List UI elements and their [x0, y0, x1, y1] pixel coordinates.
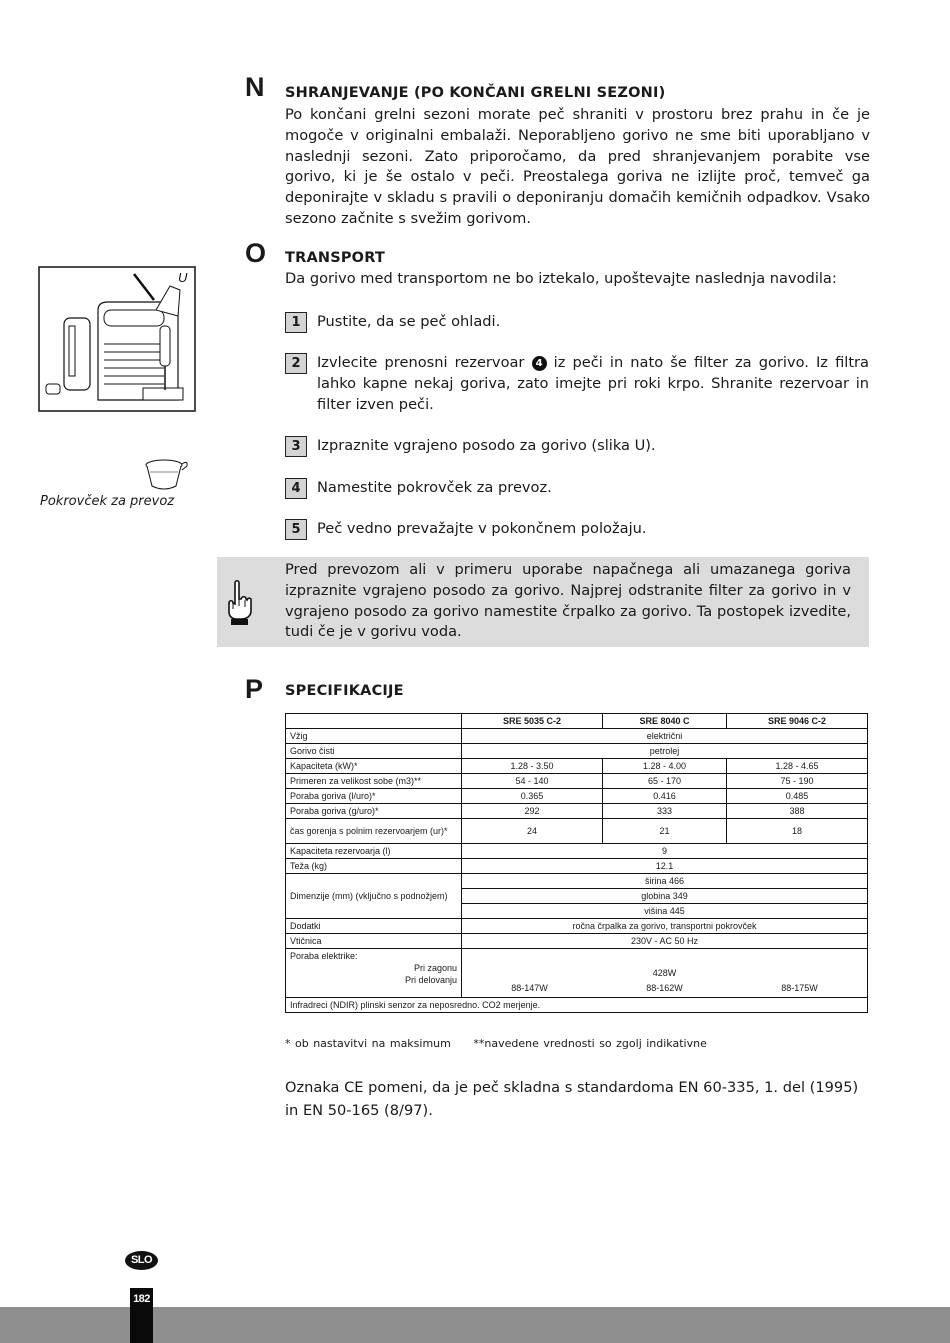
step-text-2	[317, 353, 869, 415]
electricity-values-cell	[462, 949, 868, 998]
operation-values	[462, 981, 867, 995]
table-cell: električni	[462, 729, 868, 744]
pointing-hand-icon	[223, 579, 255, 627]
electricity-label: Poraba elektrike:	[290, 951, 358, 961]
step-number-2: 2	[285, 353, 307, 374]
model-header: SRE 8040 C	[602, 714, 726, 729]
row-label: Kapaciteta (kW)*	[286, 759, 462, 774]
table-row	[286, 789, 868, 804]
ce-statement: Oznaka CE pomeni, da je peč skladna s standardoma EN 60-335, 1. del (1995) in EN 50-165 (8/97).	[285, 1079, 859, 1119]
row-label: Primeren za velikost sobe (m3)**	[286, 774, 462, 789]
step-text-4: Namestite pokrovček za prevoz.	[317, 479, 552, 496]
table-row	[286, 844, 868, 859]
table-cell: 292	[462, 804, 603, 819]
section-heading-storage: SHRANJEVANJE (PO KONČANI GRELNI SEZONI)	[285, 85, 666, 101]
warning-note-text: Pred prevozom ali v primeru uporabe napačnega ali umazanega goriva izpraznite vgrajeno posodo za gorivo. Najprej odstranite filter za gorivo in v vgrajeno posodo za gorivo namestite črpalko za gorivo. Ta postopek izvedite, tudi če je v gorivu voda.	[285, 561, 851, 641]
row-label: Dodatki	[286, 919, 462, 934]
table-row	[286, 759, 868, 774]
row-label: Poraba goriva (g/uro)*	[286, 804, 462, 819]
table-cell: 9	[462, 844, 868, 859]
table-cell: 388	[727, 804, 868, 819]
row-label: Poraba goriva (l/uro)*	[286, 789, 462, 804]
table-cell: ročna črpalka za gorivo, transportni pokrovček	[462, 919, 868, 934]
operation-value: 88-162W	[646, 983, 683, 993]
step-text-2-before: Izvlecite prenosni rezervoar	[317, 354, 525, 371]
step-text-3: Izpraznite vgrajeno posodo za gorivo (slika U).	[317, 437, 656, 454]
row-label: Kapaciteta rezervoarja (l)	[286, 844, 462, 859]
table-cell: 0.485	[727, 789, 868, 804]
footnote-max: * ob nastavitvi na maksimum	[285, 1037, 451, 1050]
row-label: čas gorenja s polnim rezervoarjem (ur)*	[286, 819, 462, 844]
operation-value: 88-175W	[781, 983, 818, 993]
table-cell: 333	[602, 804, 726, 819]
table-cell: višina 445	[462, 904, 868, 919]
table-cell: 75 - 190	[727, 774, 868, 789]
table-cell: 1.28 - 4.65	[727, 759, 868, 774]
section-letter-o: O	[245, 238, 267, 268]
tank-number-badge: 4	[532, 356, 547, 371]
table-row	[286, 714, 868, 729]
table-cell: 65 - 170	[602, 774, 726, 789]
table-row	[286, 859, 868, 874]
transport-intro: Da gorivo med transportom ne bo iztekalo, upoštevajte naslednja navodila:	[285, 270, 837, 287]
section-letter-p: P	[245, 674, 264, 704]
table-cell: 12.1	[462, 859, 868, 874]
table-row	[286, 919, 868, 934]
table-row	[286, 729, 868, 744]
table-row	[286, 744, 868, 759]
operation-value: 88-147W	[511, 983, 548, 993]
table-cell: 54 - 140	[462, 774, 603, 789]
row-label: Dimenzije (mm) (vključno s podnožjem)	[286, 874, 462, 919]
specifications-table	[285, 713, 868, 1013]
step-text-1: Pustite, da se peč ohladi.	[317, 313, 501, 330]
table-row	[286, 874, 868, 889]
table-row	[286, 998, 868, 1013]
footnote-indicative: **navedene vrednosti so zgolj indikativne	[473, 1037, 707, 1050]
step-number-5: 5	[285, 519, 307, 540]
table-cell: 18	[727, 819, 868, 844]
row-label-electricity	[286, 949, 462, 998]
row-label: Gorivo čisti	[286, 744, 462, 759]
operation-label: Pri delovanju	[404, 975, 457, 985]
table-cell: 1.28 - 4.00	[602, 759, 726, 774]
table-cell: 0.365	[462, 789, 603, 804]
row-label: Vžig	[286, 729, 462, 744]
table-row	[286, 819, 868, 844]
table-row	[286, 934, 868, 949]
table-cell: 21	[602, 819, 726, 844]
table-row	[286, 949, 868, 998]
startup-label: Pri zagonu	[413, 963, 457, 973]
table-cell: 230V - AC 50 Hz	[462, 934, 868, 949]
row-label: Vtičnica	[286, 934, 462, 949]
figure-caption: Pokrovček za prevoz	[40, 494, 175, 509]
step-number-1: 1	[285, 312, 307, 333]
table-corner-cell	[286, 714, 462, 729]
figure-label: U	[178, 270, 188, 285]
table-footer-cell: Infradreci (NDIR) plinski senzor za neposredno. CO2 merjenje.	[286, 998, 868, 1013]
table-cell: petrolej	[462, 744, 868, 759]
table-row	[286, 774, 868, 789]
startup-value: 428W	[652, 968, 677, 978]
table-cell: 24	[462, 819, 603, 844]
warning-note-box	[217, 557, 869, 647]
page-number: 182	[130, 1288, 153, 1343]
step-text-2-after: iz peči in nato še filter za gorivo. Iz filtra lahko kapne nekaj goriva, zato imejte pri roki krpo. Shranite rezervoar in filter izven peči.	[317, 354, 869, 413]
table-cell: širina 466	[462, 874, 868, 889]
footnotes	[285, 1037, 707, 1050]
step-text-5: Peč vedno prevažajte v pokončnem položaju.	[317, 520, 647, 537]
row-label: Teža (kg)	[286, 859, 462, 874]
storage-paragraph: Po končani grelni sezoni morate peč shraniti v prostoru brez prahu in če je mogoče v originalni embalaži. Neporabljeno gorivo ne sme biti uporabljano v naslednji sezoni. Zato priporočamo, da pred shranjevanjem porabite vse gorivo, ki je še ostalo v peči. Preostalega goriva ne izlijte proč, temveč ga deponirajte v skladu s pravili o deponiranju domačih kemičnih odpadkov. Vsako sezono začnite s svežim gorivom.	[285, 106, 870, 227]
section-heading-transport: TRANSPORT	[285, 250, 386, 266]
table-cell: 1.28 - 3.50	[462, 759, 603, 774]
transport-cap-illustration	[142, 458, 190, 494]
step-number-4: 4	[285, 478, 307, 499]
table-row	[286, 804, 868, 819]
stove-illustration-u	[38, 266, 196, 412]
table-cell: 0.416	[602, 789, 726, 804]
language-badge: SLO	[125, 1251, 158, 1270]
model-header: SRE 5035 C-2	[462, 714, 603, 729]
table-cell: globina 349	[462, 889, 868, 904]
section-heading-specifications: SPECIFIKACIJE	[285, 683, 404, 699]
section-letter-n: N	[245, 72, 265, 102]
model-header: SRE 9046 C-2	[727, 714, 868, 729]
step-number-3: 3	[285, 436, 307, 457]
